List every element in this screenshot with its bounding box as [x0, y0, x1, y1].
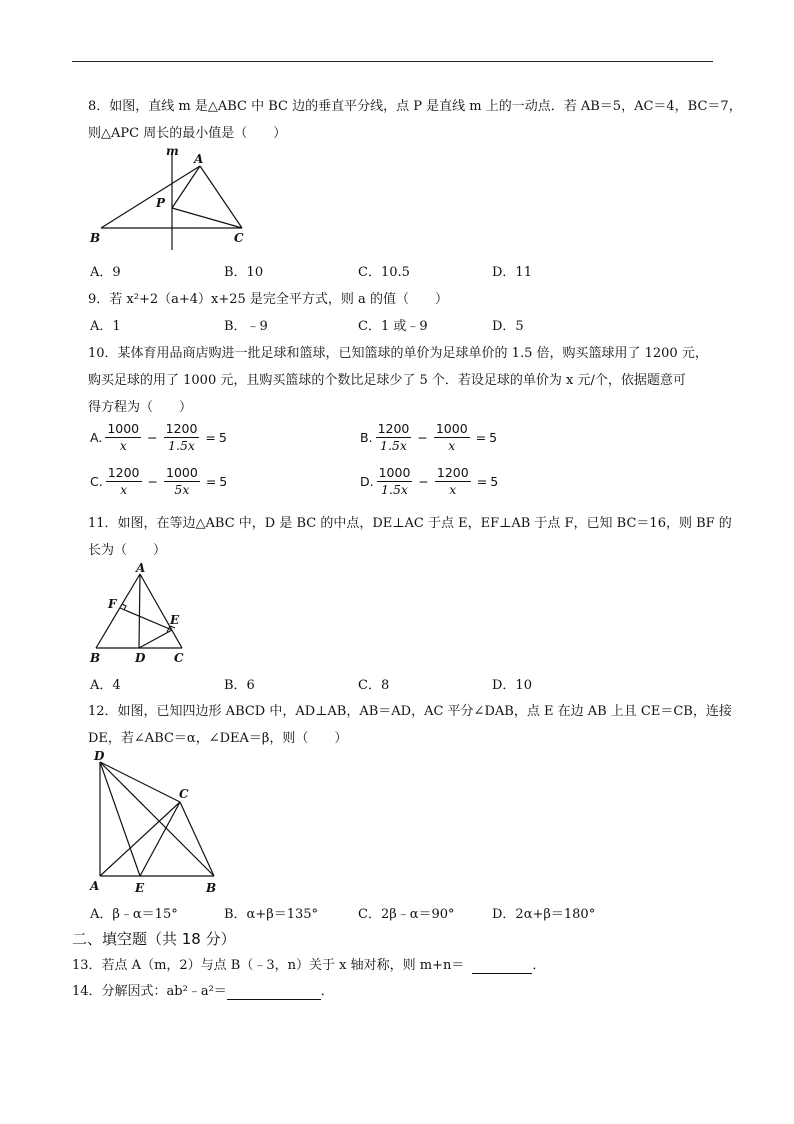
rhs: 5	[218, 430, 227, 445]
rhs: 5	[219, 474, 228, 489]
q11-label-D: D	[135, 651, 146, 665]
numerator: 1000	[435, 421, 468, 436]
q8-stem-line1: 8．如图，直线 m 是△ABC 中 BC 边的垂直平分线，点 P 是直线 m 上的一动点．若 AB＝5，AC＝4，BC＝7，	[88, 99, 742, 114]
q14-answer-blank[interactable]	[227, 984, 321, 1000]
numerator: 1200	[165, 421, 198, 436]
denominator: x	[449, 482, 457, 497]
q14-text: 14．分解因式：ab²﹣a²＝	[72, 984, 227, 999]
option-label: B.	[360, 430, 373, 445]
q8-stem-line2: 则△APC 周长的最小值是（ ）	[88, 126, 287, 141]
q8-label-m: m	[166, 144, 179, 158]
q8-figure	[86, 144, 256, 254]
q11-stem-line1: 11．如图，在等边△ABC 中，D 是 BC 的中点，DE⊥AC 于点 E，EF⊥AB 于点 F，已知 BC＝16，则 BF 的	[88, 516, 732, 531]
q10-stem-line1: 10．某体育用品商店购进一批足球和篮球，已知篮球的单价为足球单价的 1.5 倍，购买篮球用了 1200 元，	[88, 346, 708, 361]
q14-stem	[72, 980, 334, 1000]
q10-option-c[interactable]: C. $\frac{1200}{x}$ − $\frac{1000}{5x}$ = 5	[90, 465, 228, 497]
q11-option-a[interactable]: A．4	[90, 678, 121, 693]
q8-option-d[interactable]: D．11	[492, 265, 532, 280]
q12-option-d[interactable]: D．2α+β＝180°	[492, 907, 596, 922]
q8-label-P: P	[156, 196, 166, 210]
denominator: 1.5x	[168, 438, 195, 453]
q10-option-a[interactable]: A. $\frac{1000}{x}$ − $\frac{1200}{1.5x}$ = 5	[90, 421, 227, 453]
q12-label-D: D	[94, 749, 105, 763]
q9-stem: 9．若 x²+2（a+4）x+25 是完全平方式，则 a 的值（ ）	[88, 292, 448, 307]
q11-option-d[interactable]: D．10	[492, 678, 532, 693]
denominator: x	[119, 438, 127, 453]
denominator: x	[120, 482, 128, 497]
denominator: 1.5x	[380, 438, 407, 453]
q11-label-B: B	[90, 651, 101, 665]
q14-end: ．	[320, 984, 334, 999]
q12-option-b[interactable]: B．α+β＝135°	[224, 907, 319, 922]
q12-label-C: C	[179, 787, 189, 801]
denominator: 5x	[174, 482, 190, 497]
section-fill-in-title: 二、填空题（共 18 分）	[72, 930, 236, 948]
option-label: D.	[360, 474, 374, 489]
q13-stem	[72, 954, 545, 974]
numerator: 1000	[107, 421, 140, 436]
q10-stem-line2: 购买足球的用了 1000 元，且购买篮球的个数比足球少了 5 个．若设足球的单价为 x 元/个，依据题意可	[88, 373, 686, 388]
q8-label-C: C	[234, 231, 244, 245]
q8-option-a[interactable]: A．9	[90, 265, 121, 280]
q11-figure	[86, 560, 196, 668]
q11-label-F: F	[108, 597, 117, 611]
q12-option-a[interactable]: A．β﹣α＝15°	[90, 907, 178, 922]
q13-text: 13．若点 A（m，2）与点 B（﹣3，n）关于 x 轴对称，则 m+n＝	[72, 958, 465, 973]
denominator: 1.5x	[381, 482, 408, 497]
header-rule	[72, 61, 713, 62]
q8-label-B: B	[90, 231, 101, 245]
q12-stem-line1: 12．如图，已知四边形 ABCD 中，AD⊥AB，AB＝AD，AC 平分∠DAB，点 E 在边 AB 上且 CE＝CB，连接	[88, 704, 732, 719]
numerator: 1200	[436, 465, 469, 480]
q11-label-C: C	[174, 651, 184, 665]
q9-option-c[interactable]: C．1 或﹣9	[358, 319, 428, 334]
numerator: 1000	[378, 465, 411, 480]
q10-option-d[interactable]: D. $\frac{1000}{1.5x}$ − $\frac{1200}{x}$ = 5	[360, 465, 499, 497]
rhs: 5	[490, 474, 499, 489]
q12-stem-line2: DE，若∠ABC＝α，∠DEA＝β，则（ ）	[88, 731, 348, 746]
q11-label-E: E	[170, 613, 180, 627]
q8-option-c[interactable]: C．10.5	[358, 265, 410, 280]
option-label: C.	[90, 474, 103, 489]
q11-option-b[interactable]: B．6	[224, 678, 255, 693]
numerator: 1200	[107, 465, 140, 480]
q12-figure	[86, 748, 226, 896]
q12-label-A: A	[90, 879, 100, 893]
numerator: 1000	[166, 465, 198, 480]
rhs: 5	[489, 430, 498, 445]
q9-option-a[interactable]: A．1	[90, 319, 121, 334]
option-label: A.	[90, 430, 103, 445]
q11-option-c[interactable]: C．8	[358, 678, 390, 693]
q8-label-A: A	[194, 152, 204, 166]
q12-label-B: B	[206, 881, 217, 895]
q10-stem-line3: 得方程为（ ）	[88, 400, 193, 415]
q13-answer-blank[interactable]	[472, 958, 532, 974]
q8-option-b[interactable]: B．10	[224, 265, 264, 280]
q10-option-b[interactable]: B. $\frac{1200}{1.5x}$ − $\frac{1000}{x}$ = 5	[360, 421, 498, 453]
q11-stem-line2: 长为（ ）	[88, 543, 167, 558]
q11-label-A: A	[136, 561, 146, 575]
q13-end: ．	[532, 958, 546, 973]
q12-label-E: E	[135, 881, 145, 895]
q12-option-c[interactable]: C．2β﹣α＝90°	[358, 907, 455, 922]
q9-option-b[interactable]: B．﹣9	[224, 319, 268, 334]
denominator: x	[448, 438, 456, 453]
q9-option-d[interactable]: D．5	[492, 319, 524, 334]
numerator: 1200	[377, 421, 410, 436]
